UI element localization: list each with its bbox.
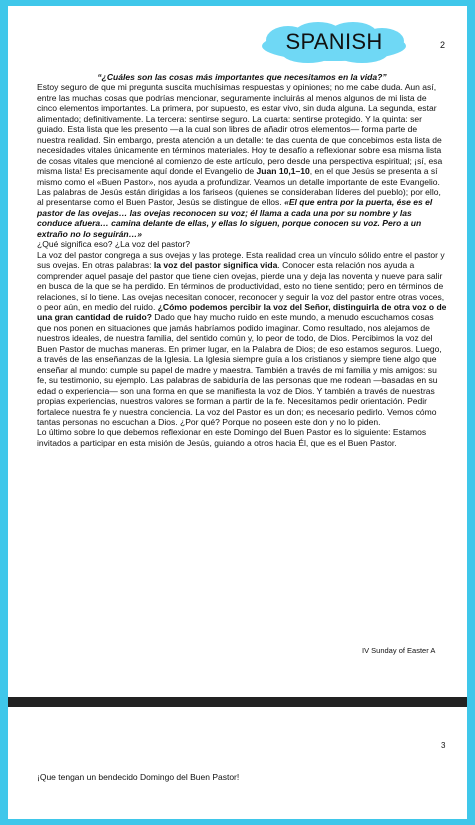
spanish-cloud-banner	[258, 22, 410, 64]
paragraph-3-text-b: . Conocer esta relación nos ayuda a comprender aquel pasaje del pastor que tiene cien ovejas, pierde una y deja las noventa y nueve para salir en busca de la que se ha perdido. En términos de productividad, esto no tiene sentido; pero en términos de relaciones, sí lo tiene. Las ovejas necesitan conocer, reconocer y seguir la voz del pastor entre otras voces, o peor aún, en medio del ruido.	[37, 260, 445, 312]
article-body	[37, 72, 447, 448]
paragraph-4: Lo último sobre lo que debemos reflexionar en este Domingo del Buen Pastor es lo siguiente: Estamos invitados a participar en esta misión de Jesús, guiando a otros hacia Él, que es el Buen Pastor.	[37, 427, 427, 448]
question-text: “¿Cuáles son las cosas más importantes que necesitamos en la vida?”	[97, 72, 387, 82]
paragraph-1	[37, 82, 447, 239]
gospel-quote: «El que entra por la puerta, ése es el pastor de las ovejas… las ovejas reconocen su voz; él llama a cada una por su nombre y las conduce afuera… camina delante de ellas, y ellas lo siguen, porque conocen su voz. Pero a un extraño no lo seguirán…»	[37, 197, 433, 239]
paragraph-3-bold-question: ¿Cómo podemos percibir la voz del Señor, distinguirla de otra voz o de una gran cantidad de ruido?	[37, 301, 447, 323]
page-number-bottom: 3	[441, 741, 446, 750]
banner-label: SPANISH	[285, 29, 383, 54]
paragraph-1-text-b: , en el que Jesús se presenta a sí mismo como el «Buen Pastor», nos ayuda a profundizar. Veamos un detalle importante de este Evangelio. Las palabras de Jesús están dirigidas a los fariseos (quienes se consideraban líderes del pueblo); por ello, al presentarse como el Buen Pastor, Jesús se distingue de ellos.	[37, 166, 441, 208]
scripture-reference: Juan 10,1–10	[256, 166, 310, 177]
question-heading	[37, 72, 447, 82]
paragraph-3-text-a: La voz del pastor congrega a sus ovejas y las protege. Esta realidad crea un vínculo sólido entre el pastor y sus ovejas. En otras palabras:	[37, 249, 445, 271]
paragraph-3	[37, 250, 447, 428]
paragraph-3-text-c: Dado que hay mucho ruido en este mundo, a menudo escuchamos cosas que nos ponen en situaciones que jamás habríamos podido imaginar. Como resultado, nos alejamos de nuestros ideales, de nuestra familia, del sentido común y, lo peor de todo, de Dios. Percibimos la voz del Buen Pastor de muchas maneras. En primer lugar, en la Palabra de Dios; de eso estamos seguros. Luego, a través de las enseñanzas de la Iglesia. La Iglesia siempre guía a los cristianos y siempre tiene algo que enseñar al mundo: cumple su papel de madre y maestra. También a través de mi familia y mis amigos: su fe, su testimonio, su ejemplo. Las palabras de sabiduría de las personas que me rodean —basadas en su edad o experiencia— son una forma en que se manifiesta la voz de Dios. Y también a través de nuestras propias experiencias, nuestros valores se forman a partir de la fe. Necesitamos pedir orientación. Pedir fortalece nuestra fe y nuestra conciencia. La voz del Pastor es un don; es necesario pedirlo. Vemos cómo tantas personas no escuchan a Dios. ¿Por qué? Porque no poseen este don y no lo piden.	[37, 312, 442, 427]
paragraph-2: ¿Qué significa eso? ¿La voz del pastor?	[37, 239, 190, 250]
page-number-top: 2	[440, 40, 446, 50]
liturgical-date-note: IV Sunday of Easter A	[362, 646, 436, 655]
paragraph-1-text-a: Estoy seguro de que mi pregunta suscita muchísimas respuestas y opiniones; no me cabe duda. Aun así, entre las muchas cosas que podrías mencionar, seguramente incluirás al menos algunos de mi lista de cinco elementos importantes. La primera, por supuesto, es estar vivo, sin duda alguna. La segunda, estar alimentado; definitivamente. La tercera: sentirse seguro. La cuarta: sentirse protegido. Y la quinta: ser guiado. Esta lista que les presento —a la cual son libres de añadir otros elementos— forma parte de nuestra realidad. Sin embargo, presta atención a un detalle: te das cuenta de que concebimos esta lista de necesidades vitales únicamente en términos materiales. Hoy te desafío a reflexionar sobre esa misma lista de cosas vitales que mencioné al comienzo de este artículo, pero desde una perspectiva espiritual; ¡sí, esa misma lista! Es precisamente aquí donde el Evangelio de	[37, 82, 443, 177]
closing-line: ¡Que tengan un bendecido Domingo del Buen Pastor!	[37, 772, 240, 782]
page-divider-bar	[8, 697, 467, 707]
paragraph-3-bold: la voz del pastor significa vida	[153, 260, 278, 271]
